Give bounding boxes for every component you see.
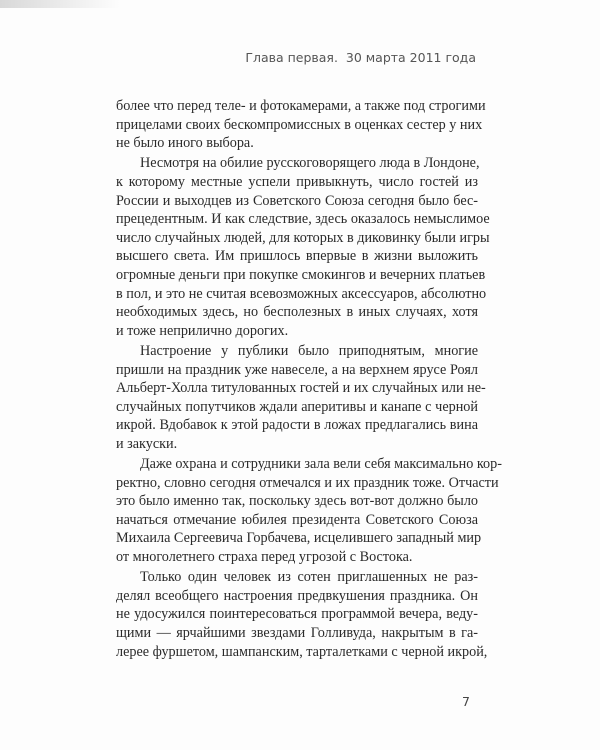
paragraph — [116, 568, 488, 661]
text-line: высшего света. Им пришлось впервые в жизни выложить — [116, 248, 478, 265]
paragraph — [116, 455, 502, 567]
text-line: к которому местные успели привыкнуть, число гостей из — [116, 173, 478, 190]
text-line: делял всеобщего настроения предвкушения праздника. Он — [116, 587, 478, 604]
text-line: Только один человек из сотен приглашенных не раз- — [140, 569, 478, 586]
text-line: и закуски. — [116, 435, 178, 452]
text-line: огромные деньги при покупке смокингов и вечерних платьев — [116, 266, 486, 283]
text-line: Настроение у публики было приподнятым, многие — [140, 342, 478, 359]
text-line: Михаила Сергеевича Горбачева, исцелившего западный мир — [116, 530, 482, 547]
text-line: случайных попутчиков ждали аперитивы и канапе с черной — [116, 398, 478, 415]
text-line: и тоже неприлично дорогих. — [116, 322, 289, 339]
text-line: прецедентным. И как следствие, здесь оказалось немыслимое — [116, 211, 490, 228]
paragraph — [116, 342, 486, 454]
text-line: в пол, и это не считая всевозможных аксессуаров, абсолютно — [116, 285, 487, 302]
text-line: от многолетнего страха перед угрозой с Востока. — [116, 549, 413, 566]
text-line: лерее фуршетом, шампанским, тарталетками с черной икрой, — [116, 643, 488, 660]
text-line: Несмотря на обилие русскоговорящего люда в Лондоне, — [140, 155, 480, 172]
text-line: необходимых здесь, но бесполезных в иных случаях, хотя — [116, 304, 478, 321]
text-line: это было именно так, поскольку здесь вот-вот должно было — [116, 493, 478, 510]
text-line: икрой. Вдобавок к этой радости в ложах предлагались вина — [116, 417, 478, 434]
paragraph — [116, 154, 490, 340]
running-head: Глава первая. 30 марта 2011 года — [245, 50, 476, 65]
text-line: пришли на праздник уже навеселе, а на верхнем ярусе Роял — [116, 361, 478, 378]
scan-edge-shadow — [0, 0, 120, 8]
text-line: прицелами своих бескомпромиссных в оценках сестер у них — [116, 116, 483, 133]
text-line: ректно, словно сегодня отмечался и их праздник тоже. Отчасти — [116, 474, 499, 491]
paragraph — [116, 97, 486, 153]
text-line: не было иного выбора. — [116, 135, 254, 152]
text-line: Альберт-Холла титулованных гостей и их случайных или не- — [116, 380, 486, 397]
text-line: число случайных людей, для которых в диковинку были игры — [116, 229, 490, 246]
text-line: Даже охрана и сотрудники зала вели себя максимально кор- — [140, 456, 502, 473]
text-line: щими — ярчайшими звездами Голливуда, накрытым в га- — [116, 625, 478, 641]
page-body-text — [116, 97, 502, 663]
page-number: 7 — [462, 694, 470, 709]
text-line: России и выходцев из Советского Союза сегодня было бес- — [116, 192, 478, 209]
text-line: не удосужился поинтересоваться программой вечера, веду- — [116, 606, 478, 623]
text-line: начаться отмечание юбилея президента Советского Союза — [116, 511, 478, 528]
text-line: более что перед теле- и фотокамерами, а также под строгими — [116, 98, 486, 114]
